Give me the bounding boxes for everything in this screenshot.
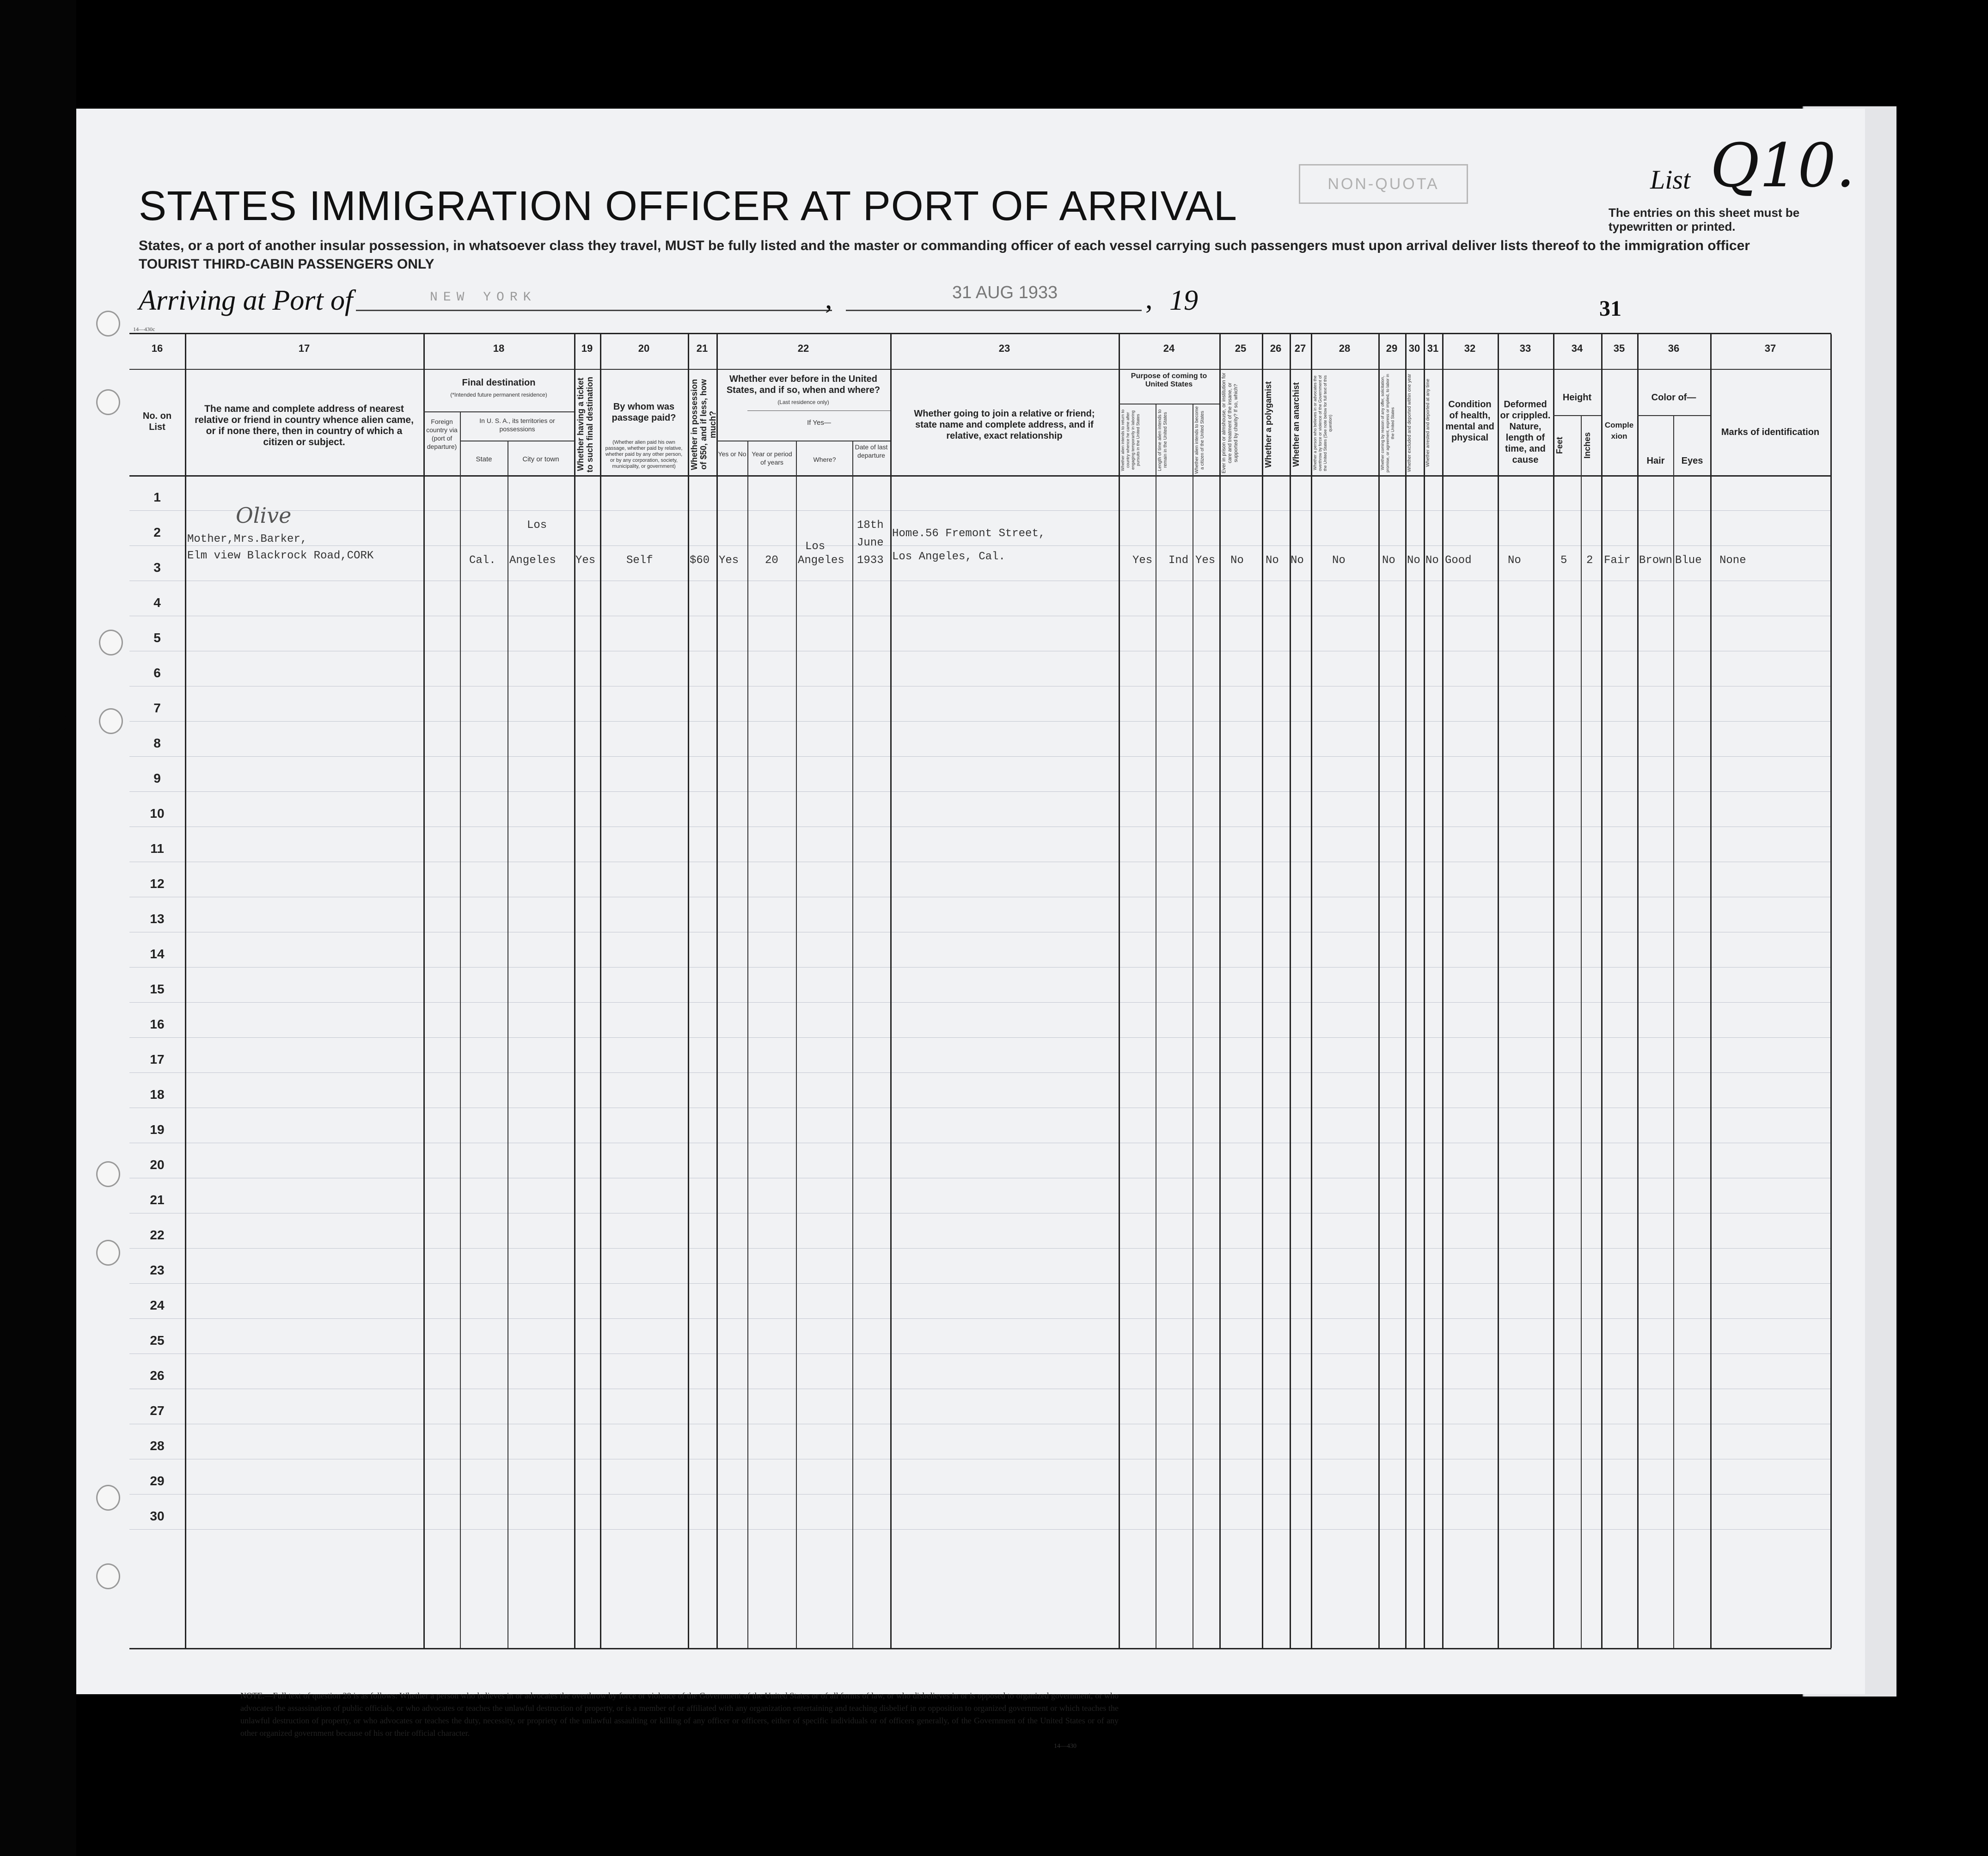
year-suffix: 31: [1599, 296, 1621, 321]
passage-paid-by: Self: [626, 554, 653, 567]
colnum-25: 25: [1235, 343, 1247, 354]
destination-city-1: Los: [527, 519, 547, 532]
header-last-departure: Date of last departure: [855, 443, 888, 459]
row-rule: [129, 1002, 1831, 1003]
header-height: Height: [1562, 392, 1592, 403]
header-polygamist: Whether a polygamist: [1264, 381, 1273, 468]
binder-hole: [38, 708, 67, 737]
header-passage-paid: By whom was passage paid?: [612, 402, 676, 423]
row-rule: [129, 545, 1831, 546]
return-intent-value: Yes: [1132, 554, 1153, 567]
overthrow-value: No: [1332, 554, 1346, 567]
header-arrested: Whether arrested and deported at any time: [1425, 379, 1431, 467]
col-divider: [852, 441, 853, 1648]
row-rule: [129, 967, 1831, 968]
binder-hole: [29, 1563, 57, 1592]
col-divider: [185, 334, 186, 1648]
header-return-intent: Whether alien intends to return to country whence he came after engaging temporarily in laboring pursuits in the United States: [1120, 409, 1140, 471]
header-eyes: Eyes: [1681, 456, 1703, 466]
date-line: [846, 310, 1142, 311]
header-if-yes: If Yes—: [807, 419, 831, 427]
footnote-question-28: NOTE.—Full text of question 28 is as follows: Whether a person who believes in or advocates the overthrow by force or violence of the Government of the United States or of all forms of law, or who disbelieves in or is opposed to organized government, or who advocates the assassination of public officials, or who advocates or teaches the unlawful destruction of property, or is a member of or affiliated with any organization entertaining and teaching disbelief in or opposition to organized government or which teaches the unlawful destruction of property, or who advocates or teaches the duty, necessity, or propriety of the unlawful assaulting or killing of any officer or officers, either of specific individuals or of officers generally, of the Government of the United States or of any other organized government because of his or their official character.: [240, 1691, 1119, 1738]
departure-year: 1933: [857, 554, 884, 567]
colnum-30: 30: [1408, 343, 1420, 354]
comma: ,: [825, 283, 832, 315]
header-purpose: Purpose of coming to United States: [1131, 372, 1207, 388]
binder-hole: [43, 389, 71, 418]
col-divider: [1637, 334, 1639, 1648]
colnum-36: 36: [1668, 343, 1680, 354]
date-stamp: 31 AUG 1933: [952, 283, 1058, 302]
entries-note: The entries on this sheet must be typewritten or printed.: [1609, 206, 1800, 233]
row-rule: [129, 510, 1831, 511]
col-divider: [1553, 334, 1554, 1648]
binder-hole: [29, 1161, 57, 1190]
header-final-destination: Final destination: [462, 378, 536, 388]
header-yes-no: Yes or No: [718, 450, 746, 458]
row-number: 13: [150, 912, 165, 926]
header-overthrow: Whether a person who believes in or advocates the overthrow by force or violence of the Government of the United States (See note below for full text of this question): [1313, 375, 1333, 471]
instructions-text: States, or a port of another insular possession, in whatsoever class they travel, MUST be fully listed and the master or commanding officer of each vessel carrying such passengers must upon arrival deliver lists thereof to the immigration officer: [139, 238, 1750, 253]
binder-ring: [99, 708, 123, 734]
row-number: 9: [153, 771, 161, 785]
header-ticket: Whether having a ticket to such final destination: [576, 376, 594, 472]
form-number-top: 14—430c: [133, 326, 155, 332]
eyes-value: Blue: [1675, 554, 1702, 567]
row-number: 20: [150, 1158, 165, 1172]
hair-value: Brown: [1639, 554, 1673, 567]
year-prefix: 19: [1169, 285, 1198, 316]
row-rule: [129, 1318, 1831, 1319]
colnum-22: 22: [797, 343, 809, 354]
prison-value: No: [1230, 554, 1244, 567]
list-label: List: [1650, 165, 1691, 195]
header-prison: Ever in prison or almshouse, or institution for care and treatment of the insane, or supported by charity? If so, which?: [1221, 373, 1239, 473]
class-line: TOURIST THIRD-CABIN PASSENGERS ONLY: [139, 257, 434, 272]
col-divider: [423, 334, 425, 1648]
col-divider: [716, 334, 718, 1648]
row-rule: [129, 1248, 1831, 1249]
colnum-26: 26: [1270, 343, 1282, 354]
colnum-34: 34: [1571, 343, 1583, 354]
manifest-table: [129, 333, 1831, 1649]
row-number: 8: [153, 736, 161, 750]
header-year-period: Year or period of years: [752, 450, 792, 466]
colnum-23: 23: [998, 343, 1010, 354]
header-in-usa: In U. S. A., its territories or possessions: [479, 417, 555, 433]
colnum-37: 37: [1764, 343, 1776, 354]
header-labor-offer: Whether coming by reason of any offer, solicitation, promise, or agreement, express or implied, to labor in the United States: [1380, 374, 1395, 472]
binder-ring: [96, 1240, 120, 1266]
money-possessed: $60: [690, 554, 710, 567]
deformed-value: No: [1508, 554, 1521, 567]
destination-state: Cal.: [469, 554, 496, 567]
arrested-value: No: [1425, 554, 1439, 567]
col-divider: [1290, 334, 1291, 1648]
row-rule: [129, 1529, 1831, 1530]
row-number: 17: [150, 1052, 165, 1066]
binder-ring: [96, 1563, 120, 1589]
header-join-relative: Whether going to join a relative or friend; state name and complete address, and if relative, exact relationship: [914, 409, 1095, 441]
row-rule: [129, 1072, 1831, 1073]
col-divider: [1830, 334, 1832, 1648]
col-divider: [1673, 415, 1674, 1648]
years-in-us: 20: [765, 554, 778, 567]
header-bottom-rule: [129, 475, 1831, 477]
binder-ring: [99, 630, 123, 655]
header-last-residence: (Last residence only): [777, 399, 829, 405]
colnum-32: 32: [1464, 343, 1476, 354]
where-line-1: Los: [805, 540, 826, 553]
row-number: 16: [150, 1017, 165, 1031]
header-color-of: Color of—: [1651, 392, 1696, 403]
row-rule: [129, 1037, 1831, 1038]
departure-month: June: [857, 537, 884, 549]
col-divider: [796, 441, 797, 1648]
colnum-29: 29: [1386, 343, 1398, 354]
colnum-17: 17: [298, 343, 310, 354]
header-city: City or town: [522, 455, 559, 463]
header-health: Condition of health, mental and physical: [1445, 399, 1494, 443]
row-number: 23: [150, 1263, 165, 1277]
height-feet-value: 5: [1560, 554, 1567, 567]
header-inches: Inches: [1583, 432, 1592, 459]
row-number: 1: [153, 490, 161, 504]
row-number: 29: [150, 1474, 165, 1488]
col-divider: [600, 334, 601, 1648]
header-state: State: [476, 455, 492, 463]
col-divider: [1424, 334, 1425, 1648]
col-divider: [460, 411, 461, 1648]
row-number: 18: [150, 1087, 165, 1102]
colnum-27: 27: [1294, 343, 1306, 354]
col-divider: [890, 334, 892, 1648]
anarchist-value: No: [1291, 554, 1304, 567]
header-where: Where?: [813, 456, 836, 463]
binder-hole: [38, 630, 67, 658]
complexion-value: Fair: [1604, 554, 1631, 567]
row-rule: [129, 1283, 1831, 1284]
row-rule: [129, 1494, 1831, 1495]
row-number: 30: [150, 1509, 165, 1523]
colnum-33: 33: [1519, 343, 1531, 354]
row-number: 4: [153, 595, 161, 610]
colnum-24: 24: [1163, 343, 1175, 354]
row-rule: [129, 756, 1831, 757]
row-number: 24: [150, 1298, 165, 1312]
col-divider: [1581, 415, 1582, 1648]
subheader-rule: [1637, 415, 1710, 416]
binder-ring: [96, 1485, 120, 1511]
col-divider: [747, 441, 748, 1648]
row-number: 27: [150, 1403, 165, 1418]
relative-address: Elm view Blackrock Road,CORK: [187, 550, 374, 562]
row-number: 26: [150, 1368, 165, 1383]
colnum-20: 20: [638, 343, 650, 354]
row-number: 14: [150, 947, 165, 961]
header-complexion: Complexion: [1604, 421, 1634, 441]
row-number: 11: [150, 841, 164, 856]
header-marks: Marks of identification: [1721, 427, 1820, 437]
header-final-destination-note: (*Intended future permanent residence): [450, 392, 547, 398]
has-ticket: Yes: [575, 554, 596, 567]
colnum-31: 31: [1427, 343, 1439, 354]
header-anarchist: Whether an anarchist: [1291, 382, 1301, 467]
subheader-rule: [423, 411, 574, 412]
comma: ,: [1145, 283, 1153, 315]
header-nearest-relative: The name and complete address of nearest relative or friend in country whence alien came, or if none there, then in country of which a citizen or subject.: [195, 404, 414, 447]
row-number: 19: [150, 1122, 165, 1137]
column-number-rule: [129, 369, 1831, 370]
header-hair: Hair: [1646, 456, 1665, 466]
page-title: STATES IMMIGRATION OFFICER AT PORT OF ARRIVAL: [139, 183, 1237, 229]
header-no-on-list: No. on List: [142, 411, 172, 432]
port-value: NEW YORK: [430, 290, 537, 305]
row-number: 25: [150, 1333, 165, 1348]
polygamist-value: No: [1266, 554, 1279, 567]
header-foreign-country: Foreign country via (port of departure): [426, 418, 458, 450]
col-divider: [1262, 334, 1263, 1648]
row-number: 15: [150, 982, 165, 996]
citizen-value: Yes: [1195, 554, 1216, 567]
row-number: 28: [150, 1439, 165, 1453]
row-number: 3: [153, 560, 161, 575]
labor-offer-value: No: [1382, 554, 1395, 567]
row-rule: [129, 721, 1831, 722]
departure-day: 18th: [857, 519, 884, 532]
col-divider: [1311, 334, 1312, 1648]
header-length-stay: Length of time alien intends to remain in the United States: [1157, 409, 1168, 471]
binder-hole: [29, 1485, 57, 1513]
header-excluded: Whether excluded and deported within one year: [1407, 374, 1412, 472]
join-city: Los Angeles, Cal.: [892, 551, 1005, 563]
length-stay-value: Ind: [1168, 554, 1189, 567]
height-inches-value: 2: [1586, 554, 1593, 567]
binder-ring: [96, 311, 120, 337]
binder-ring: [96, 389, 120, 415]
port-line: [356, 310, 832, 311]
list-number: Q10.: [1710, 130, 1855, 201]
col-divider: [1119, 334, 1120, 1648]
non-quota-stamp: NON-QUOTA: [1299, 164, 1468, 204]
binder-ring: [96, 1161, 120, 1187]
col-divider: [1219, 334, 1221, 1648]
col-divider: [688, 334, 689, 1648]
header-feet: Feet: [1555, 436, 1564, 454]
colnum-18: 18: [493, 343, 505, 354]
row-number: 7: [153, 701, 161, 715]
subheader-rule: [747, 410, 890, 411]
excluded-value: No: [1407, 554, 1420, 567]
header-ever-before: Whether ever before in the United States, and if so, when and where?: [726, 374, 881, 395]
row-number: 6: [153, 666, 161, 680]
subheader-rule: [1553, 415, 1601, 416]
col-divider: [1442, 334, 1444, 1648]
header-deformed: Deformed or crippled. Nature, length of time, and cause: [1500, 399, 1551, 465]
arriving-label: Arriving at Port of: [139, 285, 353, 316]
col-divider: [1378, 334, 1380, 1648]
destination-city-2: Angeles: [509, 554, 556, 567]
form-number: 14—430: [1054, 1743, 1077, 1750]
row-number: 21: [150, 1193, 165, 1207]
colnum-35: 35: [1613, 343, 1625, 354]
marks-value: None: [1719, 554, 1746, 567]
where-line-2: Angeles: [798, 554, 844, 567]
col-divider: [574, 334, 575, 1648]
col-divider: [1601, 334, 1603, 1648]
binder-hole: [43, 311, 71, 339]
header-passage-note: (Whether alien paid his own passage, whether paid by relative, whether paid by any other person, or by any corporation, society, municipality, or government): [605, 440, 683, 469]
colnum-21: 21: [696, 343, 708, 354]
row-number: 2: [153, 525, 161, 539]
row-number: 22: [150, 1228, 165, 1242]
row-number: 10: [150, 806, 165, 821]
colnum-28: 28: [1339, 343, 1351, 354]
col-divider: [1405, 334, 1407, 1648]
row-number: 5: [153, 631, 161, 645]
row-number: 12: [150, 876, 165, 891]
row-rule: [129, 791, 1831, 792]
health-value: Good: [1445, 554, 1472, 567]
colnum-19: 19: [581, 343, 593, 354]
col-divider: [1498, 334, 1499, 1648]
colnum-16: 16: [151, 343, 163, 354]
col-divider: [1710, 334, 1712, 1648]
handwritten-first-name: Olive: [236, 503, 292, 528]
ever-before-yes: Yes: [719, 554, 739, 567]
header-money: Whether in possession of $50, and if less, how much?: [690, 379, 717, 470]
header-become-citizen: Whether alien intends to become a citizen of the United States: [1194, 406, 1205, 474]
join-address: Home.56 Fremont Street,: [892, 527, 1046, 540]
binder-hole: [29, 1240, 57, 1268]
relative-name: Mother,Mrs.Barker,: [187, 533, 307, 545]
